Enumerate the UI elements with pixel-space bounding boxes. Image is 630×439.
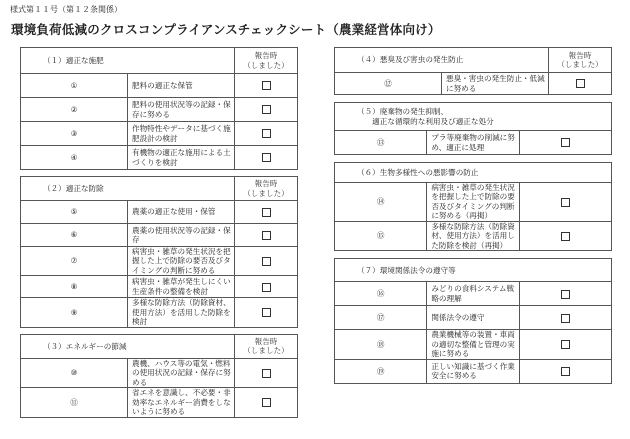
report-header-line2: （しました） — [243, 60, 289, 70]
item-number: ④ — [21, 146, 128, 170]
section-4-table — [334, 47, 612, 95]
item-text: 省エネを意識し、不必要・非効率なエネルギー消費をしないように努める — [128, 388, 235, 417]
item-text: 有機物の適正な施用による土づくりを検討 — [128, 146, 235, 170]
checkbox[interactable] — [561, 198, 570, 207]
item-number: ⑰ — [335, 306, 427, 330]
item-number: ⑯ — [335, 282, 427, 306]
item-number: ① — [21, 74, 128, 98]
item-number: ⑫ — [335, 73, 442, 95]
report-header — [235, 334, 298, 358]
section-2-table — [20, 176, 298, 328]
table-row — [335, 306, 612, 330]
document-title: 環境負荷低減のクロスコンプライアンスチェックシート（農業経営体向け） — [11, 22, 441, 37]
report-header-line1: 報告時 — [254, 51, 278, 61]
item-number: ⑭ — [335, 183, 427, 222]
table-row — [335, 359, 612, 383]
section-heading: （２）適正な防除 — [21, 177, 235, 201]
table-row — [335, 183, 612, 222]
item-number: ⑧ — [21, 276, 128, 298]
item-text: 病害虫・雑草の発生状況を把握した上で防除の要否及びタイミングの判断に努める — [128, 247, 235, 276]
item-text: 農薬の適正な使用・保管 — [128, 201, 235, 224]
form-number: 様式第１１号（第１２条関係） — [10, 5, 122, 14]
report-header — [235, 48, 298, 74]
table-row — [21, 74, 298, 98]
checkbox[interactable] — [262, 208, 271, 217]
table-row — [21, 276, 298, 298]
checkbox[interactable] — [262, 153, 271, 162]
table-row — [21, 224, 298, 247]
item-text: 農薬の使用状況等の記録・保存 — [128, 224, 235, 247]
checkbox[interactable] — [561, 290, 570, 299]
table-row — [335, 221, 612, 250]
item-number: ⑲ — [335, 359, 427, 383]
item-text: 病害虫・雑草が発生しにくい生産条件の整備を検討 — [128, 276, 235, 298]
checkbox[interactable] — [561, 367, 570, 376]
table-row — [21, 388, 298, 417]
section-heading: （３）エネルギーの節減 — [21, 334, 235, 358]
item-text: 肥料の使用状況等の記録・保存に努める — [128, 98, 235, 122]
item-text: 肥料の適正な保管 — [128, 74, 235, 98]
section-heading: （１）適正な施肥 — [21, 48, 235, 74]
section-3-table — [20, 334, 298, 418]
section-heading: （５）廃棄物の発生抑制、 適正な循環的な利用及び適正な処分 — [335, 103, 612, 131]
item-number: ⑩ — [21, 358, 128, 387]
checkbox[interactable] — [262, 81, 271, 90]
table-row — [335, 330, 612, 359]
table-row — [21, 201, 298, 224]
checkbox[interactable] — [262, 257, 271, 266]
item-number: ② — [21, 98, 128, 122]
item-text: みどりの食料システム戦略の理解 — [427, 282, 519, 306]
item-text: 多様な防除方法（防除資材、使用方法）を活用した防除を検討 — [128, 298, 235, 327]
report-header-line1: 報告時 — [254, 179, 278, 189]
left-column — [20, 47, 298, 418]
report-header — [549, 48, 612, 73]
item-text: 悪臭・害虫の発生防止・低減に努める — [442, 73, 549, 95]
checkbox[interactable] — [561, 340, 570, 349]
item-number: ⑤ — [21, 201, 128, 224]
checkbox[interactable] — [262, 231, 271, 240]
report-header-line2: （しました） — [243, 188, 289, 198]
checkbox[interactable] — [561, 314, 570, 323]
table-row — [21, 358, 298, 387]
report-header — [235, 177, 298, 201]
item-number: ⑥ — [21, 224, 128, 247]
item-text: 農機、ハウス等の電気・燃料の使用状況の記録・保存に努める — [128, 358, 235, 387]
table-row — [335, 282, 612, 306]
right-column — [334, 47, 612, 384]
section-6-table — [334, 162, 612, 251]
item-number: ⑨ — [21, 298, 128, 327]
item-number: ⑪ — [21, 388, 128, 417]
checkbox[interactable] — [561, 232, 570, 241]
checkbox[interactable] — [262, 283, 271, 292]
table-row — [21, 298, 298, 327]
report-header-line1: 報告時 — [254, 336, 278, 346]
item-text: 多様な防除方法（防除資材、使用方法）を活用した防除を検討（再掲） — [427, 221, 519, 250]
section-heading: （７）環境関係法令の遵守等 — [335, 259, 612, 282]
item-number: ③ — [21, 122, 128, 146]
report-header-line2: （しました） — [243, 346, 289, 356]
table-row — [21, 146, 298, 170]
table-row — [21, 122, 298, 146]
checkbox[interactable] — [561, 138, 570, 147]
checkbox[interactable] — [262, 369, 271, 378]
item-text: 作物特性やデータに基づく施肥設計の検討 — [128, 122, 235, 146]
section-5-table — [334, 102, 612, 155]
section-7-table — [334, 258, 612, 383]
table-row — [335, 73, 612, 95]
checkbox[interactable] — [262, 129, 271, 138]
item-number: ⑦ — [21, 247, 128, 276]
report-header-line1: 報告時 — [568, 50, 592, 60]
section-1-table — [20, 47, 298, 170]
checkbox[interactable] — [262, 398, 271, 407]
checkbox[interactable] — [576, 79, 585, 88]
item-text: プラ等廃棄物の削減に努め、適正に処理 — [427, 131, 519, 155]
checkbox[interactable] — [262, 308, 271, 317]
table-row — [335, 131, 612, 155]
item-text: 農業機械等の装置・車両の適切な整備と管理の実施に努める — [427, 330, 519, 359]
report-header-line2: （しました） — [557, 60, 603, 69]
item-text: 正しい知識に基づく作業安全に努める — [427, 359, 519, 383]
table-row — [21, 98, 298, 122]
item-text: 病害虫・雑草の発生状況を把握した上で防除の要否及びタイミングの判断に努める（再掲） — [427, 183, 519, 222]
section-heading: （６）生物多様性への悪影響の防止 — [335, 163, 612, 183]
table-row — [21, 247, 298, 276]
section-heading: （４）悪臭及び害虫の発生防止 — [335, 48, 549, 73]
checkbox[interactable] — [262, 105, 271, 114]
item-number: ⑮ — [335, 221, 427, 250]
item-number: ⑬ — [335, 131, 427, 155]
item-number: ⑱ — [335, 330, 427, 359]
item-text: 関係法令の遵守 — [427, 306, 519, 330]
